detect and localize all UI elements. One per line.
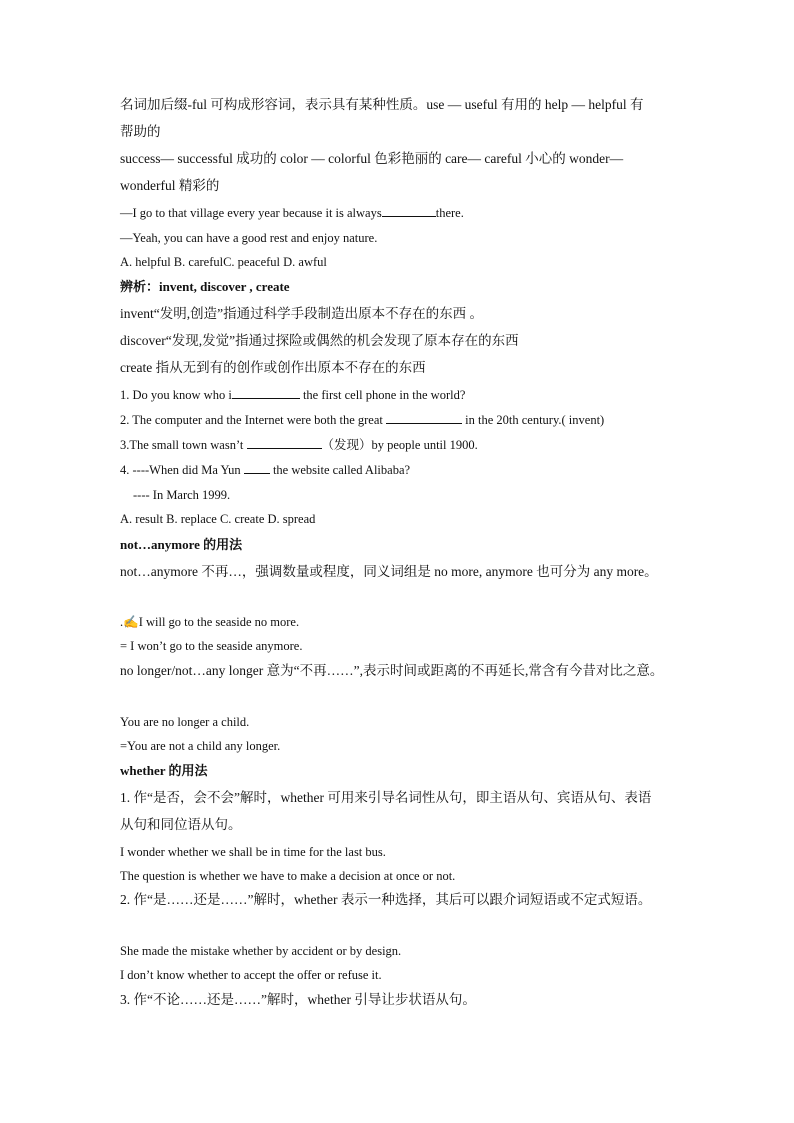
answer-blank [382, 205, 436, 217]
exercise-4 [120, 462, 680, 478]
answer-blank [247, 437, 322, 449]
exercise-text: the first cell phone in the world? [299, 388, 466, 402]
whether-point-1-example-2: The question is whether we have to make a decision at once or not. [120, 869, 456, 883]
exercise-2 [120, 412, 680, 428]
exercise-4-answer: ---- In March 1999. [133, 488, 231, 502]
question-text: —I go to that village every year because it is always [120, 206, 382, 220]
answer-blank [244, 462, 270, 474]
discover-definition: discover“发现,发觉”指通过探险或偶然的机会发现了原本存在的东西 [120, 333, 519, 348]
suffix-ful-line-3: success— successful 成功的 color — colorful 色彩艳丽的 care— careful 小心的 wonder— [120, 151, 624, 166]
invent-definition: invent“发明,创造”指通过科学手段制造出原本不存在的东西 。 [120, 306, 483, 321]
whether-point-1-line-2: 从句和同位语从句。 [120, 817, 242, 832]
section-heading-discrimination: 辨析：invent, discover , create [120, 279, 290, 294]
exercise-text: in the 20th century.( invent) [462, 413, 605, 427]
exercise-1 [120, 387, 680, 403]
whether-point-2: 2. 作“是……还是……”解时，whether 表示一种选择，其后可以跟介词短语或不定式短语。 [120, 892, 652, 907]
exercise-text: the website called Alibaba? [269, 463, 411, 477]
answer-blank [386, 412, 462, 424]
anymore-example-2: = I won’t go to the seaside anymore. [120, 639, 303, 653]
no-longer-example-2: =You are not a child any longer. [120, 739, 281, 753]
answer-blank [232, 387, 300, 399]
section-heading-anymore: not…anymore 的用法 [120, 537, 243, 552]
suffix-ful-line-4: wonderful 精彩的 [120, 178, 220, 193]
anymore-example-1: .✍I will go to the seaside no more. [120, 615, 300, 629]
no-longer-example-1: You are no longer a child. [120, 715, 250, 729]
exercise-text: 4. ----When did Ma Yun [120, 463, 244, 477]
whether-point-1-example-1: I wonder whether we shall be in time for the last bus. [120, 845, 386, 859]
exercise-4-options: A. result B. replace C. create D. spread [120, 512, 316, 526]
no-longer-explanation: no longer/not…any longer 意为“不再……”,表示时间或距离的不再延长,常含有今昔对比之意。 [120, 663, 664, 678]
whether-point-1-line-1: 1. 作“是否，会不会”解时，whether 可用来引导名词性从句，即主语从句、宾语从句、表语 [120, 790, 652, 805]
whether-point-2-example-2: I don’t know whether to accept the offer or refuse it. [120, 968, 382, 982]
whether-point-3: 3. 作“不论……还是……”解时，whether 引导让步状语从句。 [120, 992, 476, 1007]
exercise-text: 3.The small town wasn’t [120, 438, 247, 452]
section-heading-whether: whether 的用法 [120, 763, 208, 778]
whether-point-2-example-1: She made the mistake whether by accident or by design. [120, 944, 402, 958]
suffix-ful-question-2: —Yeah, you can have a good rest and enjoy nature. [120, 231, 378, 245]
suffix-ful-question-1 [120, 205, 680, 221]
suffix-ful-line-1: 名词加后缀-ful 可构成形容词，表示具有某种性质。use — useful 有用的 help — helpful 有 [120, 97, 644, 112]
exercise-text: 1. Do you know who i [120, 388, 232, 402]
suffix-ful-line-2: 帮助的 [120, 124, 161, 139]
exercise-text: 2. The computer and the Internet were both the great [120, 413, 386, 427]
suffix-ful-options: A. helpful B. carefulC. peaceful D. awful [120, 255, 327, 269]
question-text: there. [435, 206, 464, 220]
exercise-3 [120, 437, 680, 453]
anymore-explanation: not…anymore 不再…，强调数量或程度，同义词组是 no more, anymore 也可分为 any more。 [120, 564, 658, 579]
create-definition: create 指从无到有的创作或创作出原本不存在的东西 [120, 360, 426, 375]
exercise-text: （发现）by people until 1900. [321, 438, 478, 452]
